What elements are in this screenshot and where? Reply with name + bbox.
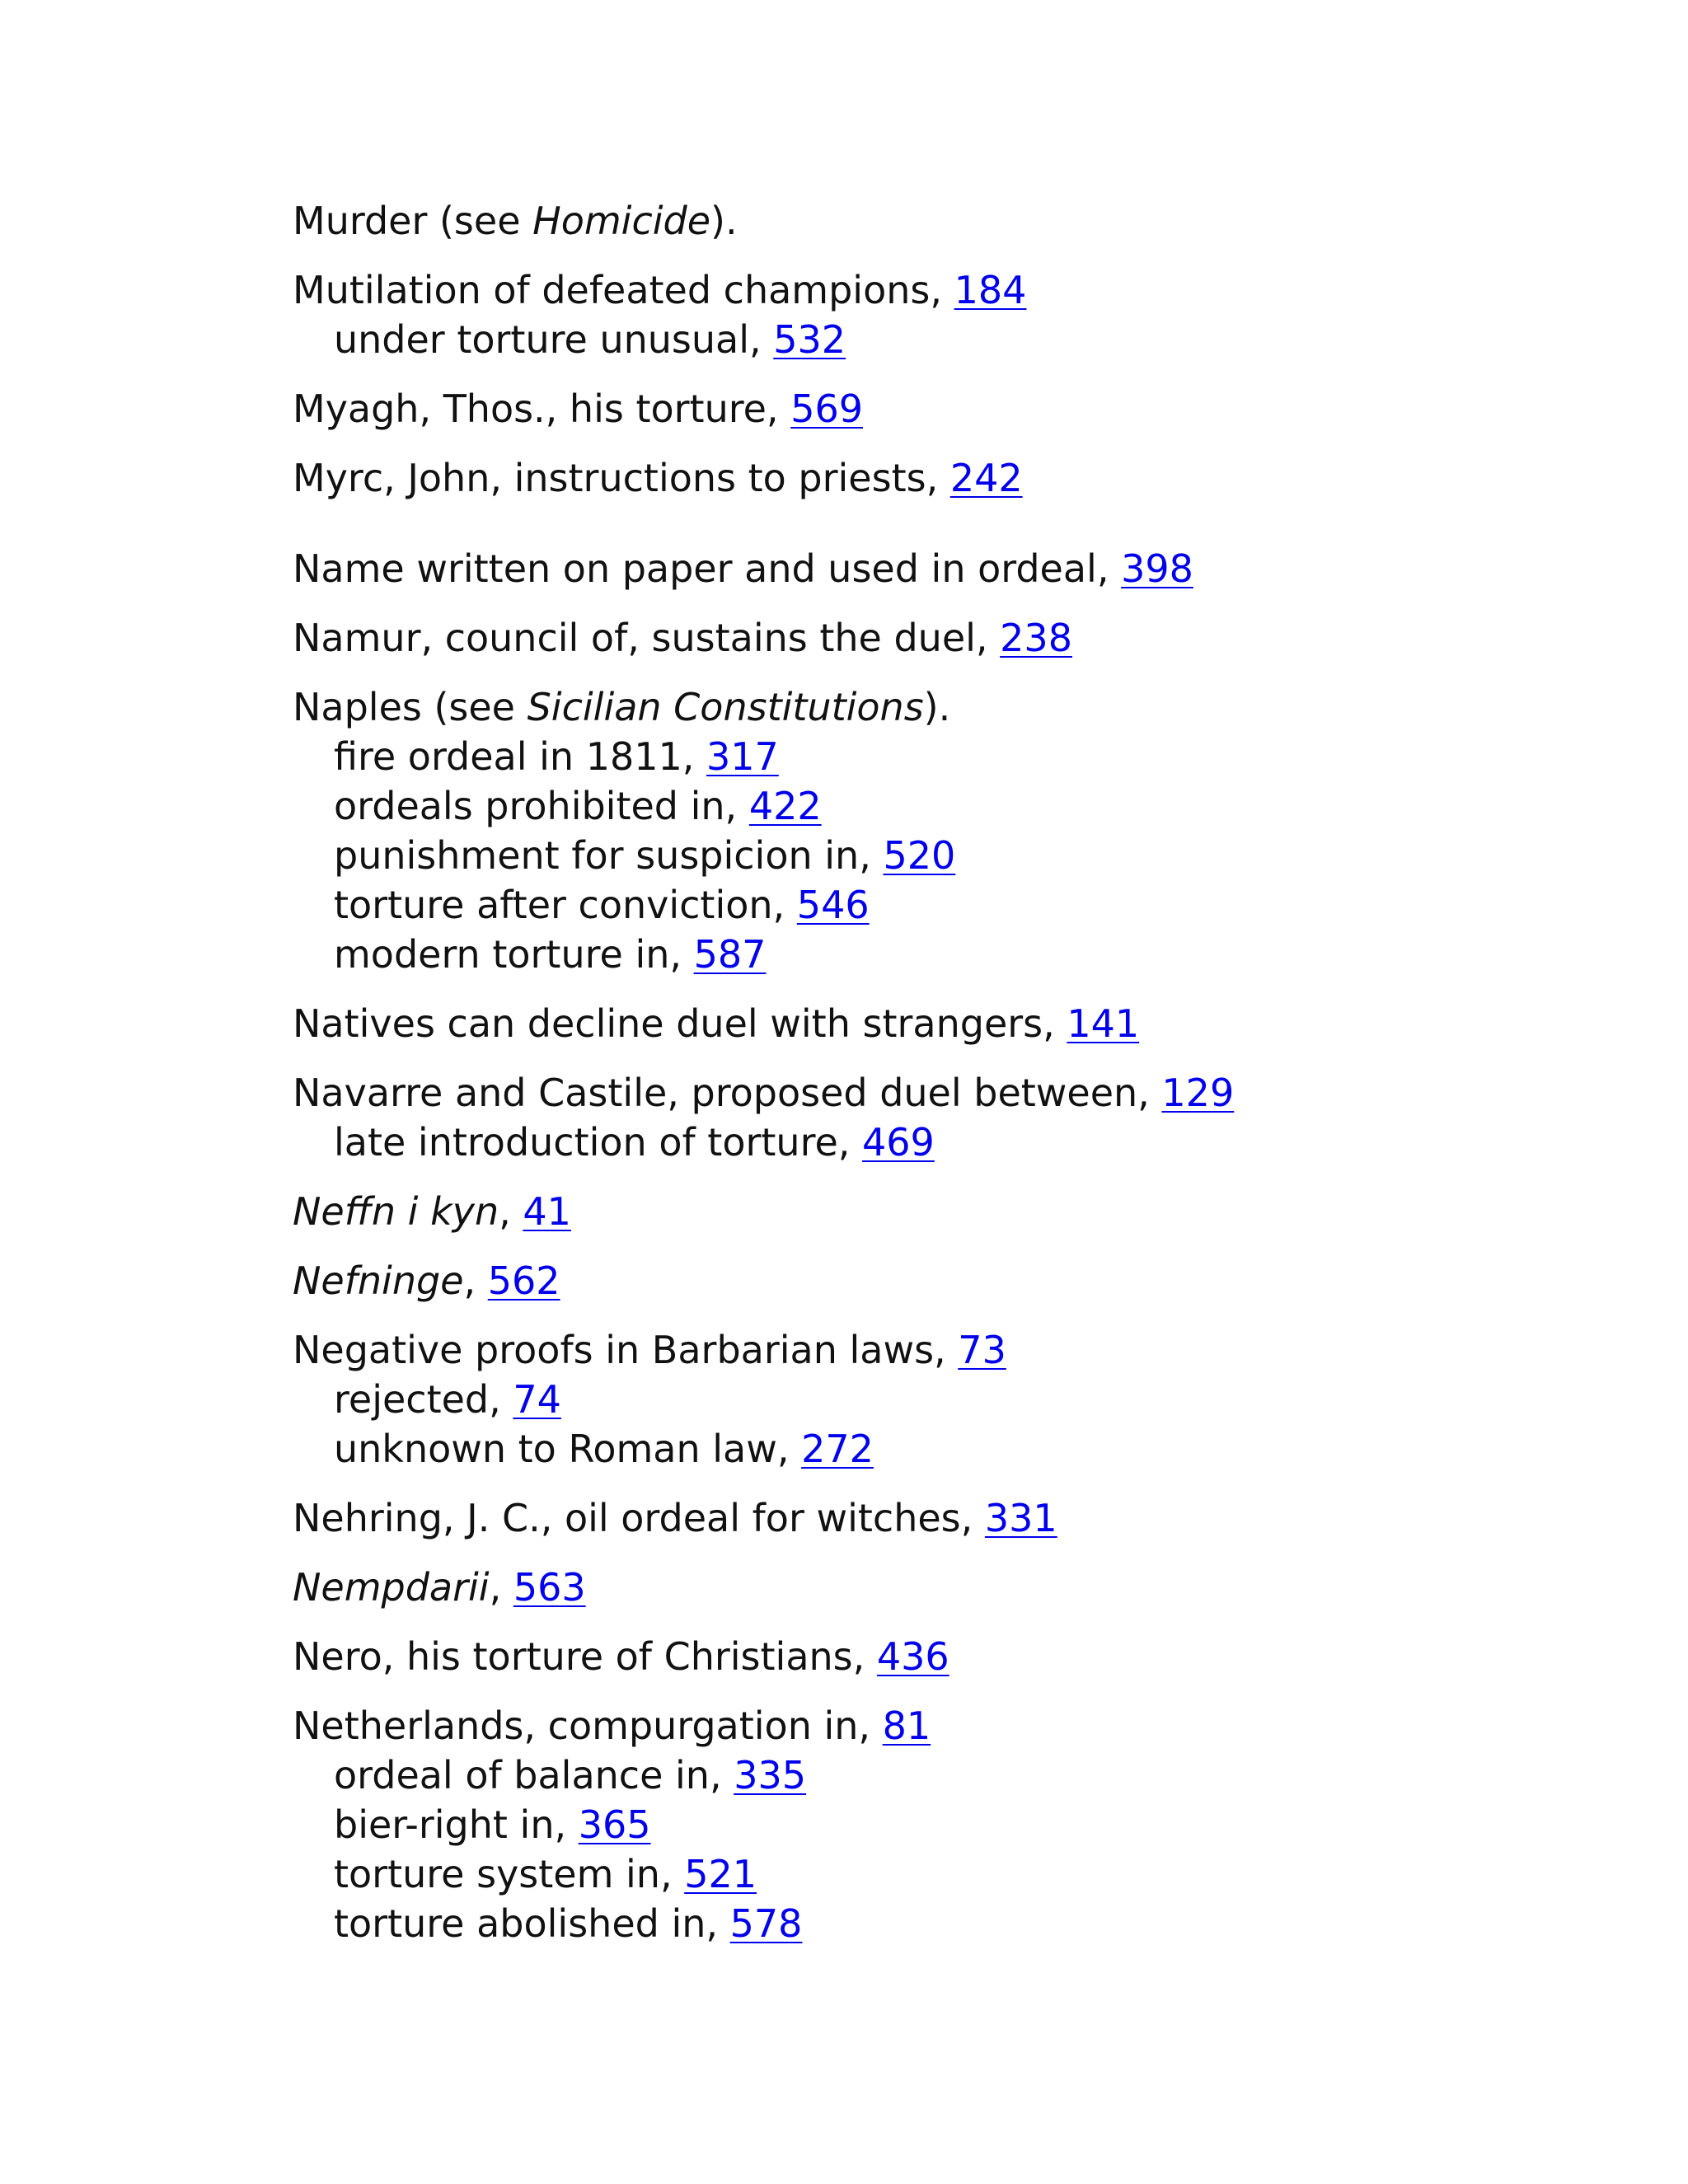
index-heading [293, 384, 1611, 434]
entry-text: Murder (see [293, 199, 533, 243]
entry-text: ordeal of balance in, [334, 1753, 734, 1797]
page-link[interactable]: 41 [523, 1189, 571, 1234]
entry-text: Mutilation of defeated champions, [293, 268, 954, 312]
page-link[interactable]: 546 [796, 883, 870, 927]
index-entry [293, 1187, 1611, 1236]
index-heading [293, 1187, 1611, 1236]
index-heading [293, 265, 1611, 315]
index-entry [293, 544, 1611, 593]
page-link[interactable]: 365 [578, 1802, 651, 1847]
index-entry [293, 196, 1611, 246]
page-link[interactable]: 532 [773, 317, 846, 362]
entry-text: Namur, council of, sustains the duel, [293, 616, 1001, 660]
entry-text: , [499, 1189, 523, 1234]
entry-text: under torture unusual, [334, 317, 774, 362]
index-subentry [293, 732, 1611, 781]
index-subentry [293, 1849, 1611, 1899]
page-link[interactable]: 242 [950, 456, 1023, 500]
entry-text: Name written on paper and used in ordeal, [293, 546, 1122, 591]
entry-text: rejected, [334, 1377, 513, 1422]
entry-text: , [463, 1258, 488, 1303]
index-subentry [293, 1424, 1611, 1474]
italic-term: Sicilian Constitutions [527, 685, 924, 729]
index-entry [293, 1068, 1611, 1167]
entry-text: Netherlands, compurgation in, [293, 1704, 883, 1748]
index-heading [293, 1068, 1611, 1118]
page-link[interactable]: 184 [954, 268, 1027, 312]
index-entry [293, 999, 1611, 1048]
page-link[interactable]: 73 [958, 1328, 1006, 1372]
page-link[interactable]: 436 [876, 1634, 950, 1679]
page-link[interactable]: 587 [693, 932, 767, 977]
page-link[interactable]: 469 [862, 1120, 935, 1165]
index-entry [293, 265, 1611, 364]
index-heading [293, 1701, 1611, 1750]
index-entry [293, 1493, 1611, 1543]
index-heading [293, 1632, 1611, 1681]
entry-text: Myrc, John, instructions to priests, [293, 456, 950, 500]
page-link[interactable]: 562 [487, 1258, 560, 1303]
entry-text: torture abolished in, [334, 1901, 730, 1946]
index-heading [293, 1563, 1611, 1612]
entry-text: Negative proofs in Barbarian laws, [293, 1328, 959, 1372]
entry-text: Nero, his torture of Christians, [293, 1634, 877, 1679]
page-link[interactable]: 238 [1000, 616, 1072, 660]
italic-term: Homicide [532, 199, 711, 243]
entry-text: Myagh, Thos., his torture, [293, 387, 791, 431]
index-heading [293, 196, 1611, 246]
index-heading [293, 613, 1611, 663]
index-subentry [293, 831, 1611, 880]
page-link[interactable]: 317 [706, 734, 779, 779]
index-subentry [293, 1118, 1611, 1167]
index-entry [293, 453, 1611, 503]
entry-text: Natives can decline duel with strangers, [293, 1001, 1067, 1046]
index-subentry [293, 1899, 1611, 1948]
page-link[interactable]: 129 [1161, 1071, 1235, 1115]
index-heading [293, 544, 1611, 593]
index-heading [293, 1325, 1611, 1375]
italic-term: Nefninge [293, 1258, 464, 1303]
page-link[interactable]: 335 [734, 1753, 807, 1797]
index-entry [293, 384, 1611, 434]
index-subentry [293, 1800, 1611, 1849]
index-heading [293, 999, 1611, 1048]
index-heading [293, 1256, 1611, 1305]
entry-text: ordeals prohibited in, [334, 784, 749, 828]
page-link[interactable]: 398 [1121, 546, 1193, 591]
index-subentry [293, 781, 1611, 831]
entry-text: torture after conviction, [334, 883, 797, 927]
page-link[interactable]: 521 [684, 1852, 757, 1896]
entry-text: ). [710, 199, 738, 243]
index-entry [293, 1563, 1611, 1612]
index-page [293, 196, 1611, 1968]
page-link[interactable]: 569 [790, 387, 863, 431]
entry-text: bier-right in, [334, 1802, 579, 1847]
entry-text: unknown to Roman law, [334, 1427, 802, 1471]
entry-text: modern torture in, [334, 932, 694, 977]
index-entry [293, 1632, 1611, 1681]
index-heading [293, 682, 1611, 732]
index-entry [293, 1325, 1611, 1474]
page-link[interactable]: 141 [1067, 1001, 1140, 1046]
italic-term: Nempdarii [293, 1565, 490, 1610]
page-link[interactable]: 81 [882, 1704, 931, 1748]
entry-text: ). [923, 685, 951, 729]
index-heading [293, 1493, 1611, 1543]
page-link[interactable]: 578 [729, 1901, 803, 1946]
index-entry [293, 1256, 1611, 1305]
index-subentry [293, 930, 1611, 979]
entry-text: late introduction of torture, [334, 1120, 863, 1165]
index-subentry [293, 1750, 1611, 1800]
entry-text: Navarre and Castile, proposed duel between, [293, 1071, 1162, 1115]
page-link[interactable]: 422 [748, 784, 822, 828]
page-link[interactable]: 520 [883, 833, 956, 878]
entry-text: Nehring, J. C., oil ordeal for witches, [293, 1496, 985, 1540]
index-subentry [293, 1375, 1611, 1424]
index-entry [293, 682, 1611, 979]
page-link[interactable]: 272 [801, 1427, 874, 1471]
page-link[interactable]: 74 [513, 1377, 561, 1422]
page-link[interactable]: 563 [513, 1565, 586, 1610]
entry-text: punishment for suspicion in, [334, 833, 884, 878]
index-entry [293, 613, 1611, 663]
entry-text: fire ordeal in 1811, [334, 734, 707, 779]
entry-text: torture system in, [334, 1852, 685, 1896]
index-subentry [293, 315, 1611, 364]
italic-term: Neffn i kyn [293, 1189, 499, 1234]
entry-text: , [489, 1565, 513, 1610]
page-link[interactable]: 331 [984, 1496, 1057, 1540]
entry-text: Naples (see [293, 685, 528, 729]
index-heading [293, 453, 1611, 503]
index-entry [293, 1701, 1611, 1948]
index-subentry [293, 880, 1611, 930]
